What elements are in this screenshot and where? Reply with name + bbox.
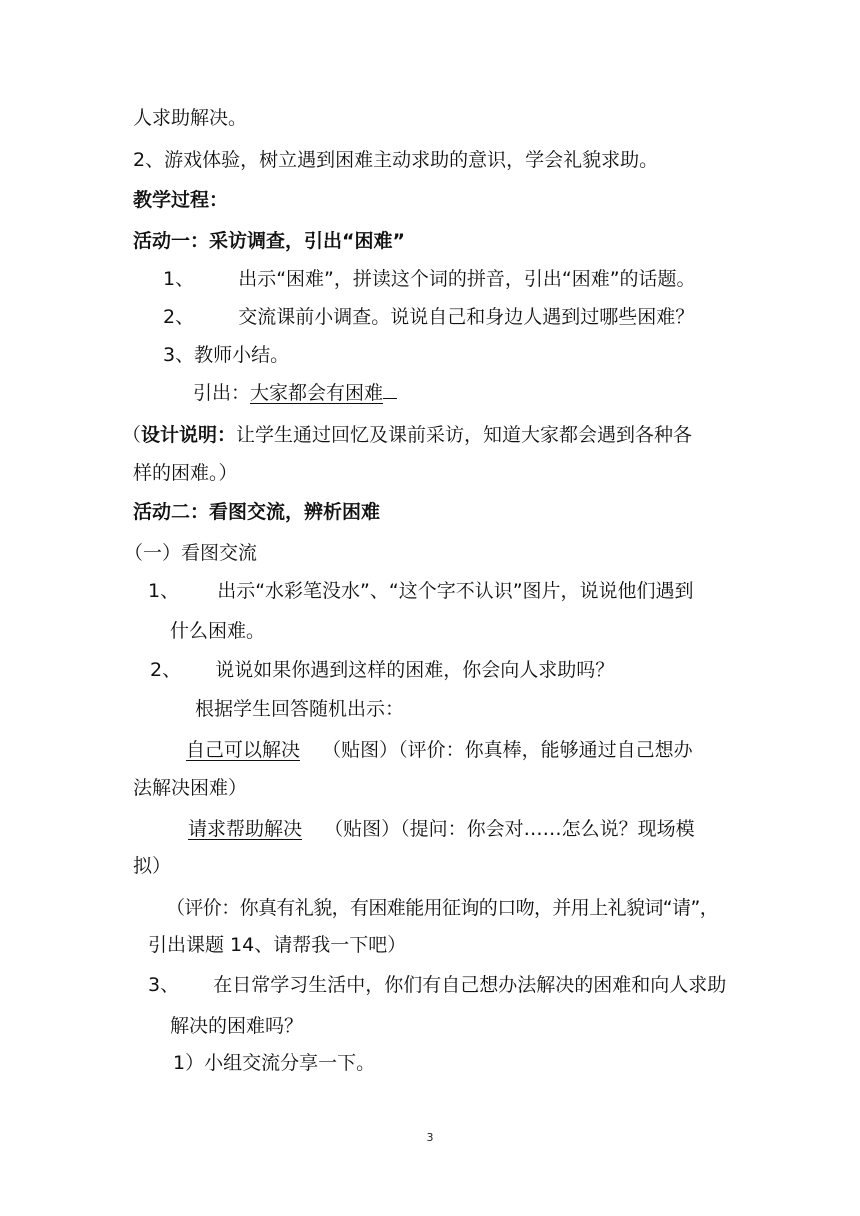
list-text: 交流课前小调查。说说自己和身边人遇到过哪些困难？	[238, 306, 695, 328]
paragraph-text: （贴图）（评价：你真棒，能够通过自己想办	[322, 739, 693, 761]
underlined-text: 大家都会有困难	[250, 382, 384, 404]
subsection-heading	[124, 540, 257, 566]
list-item	[148, 578, 694, 604]
list-number: 1、	[148, 580, 180, 602]
note-label: 设计说明：	[141, 424, 237, 446]
text-line	[166, 895, 718, 921]
activity-heading	[133, 228, 405, 254]
text-line	[133, 147, 658, 173]
text-line	[133, 105, 247, 131]
paren: （	[122, 424, 142, 446]
text-line	[193, 380, 397, 406]
list-text: 3、教师小结。	[163, 344, 290, 366]
text-line	[173, 1050, 375, 1076]
text-line	[186, 737, 693, 763]
paragraph-text: 样的困难。）	[133, 462, 238, 484]
list-text: 出示“困难”，拼读这个词的拼音，引出“困难”的话题。	[238, 268, 696, 290]
text-line	[188, 816, 695, 842]
text-line	[133, 853, 171, 879]
list-number: 2、	[150, 659, 182, 681]
list-item	[150, 657, 614, 683]
text-line	[170, 618, 265, 644]
list-number: 3、	[148, 974, 180, 996]
paragraph-text: （贴图）（提问：你会对……怎么说？现场模	[324, 818, 695, 840]
paragraph-text: 引出：	[193, 382, 251, 404]
text-line	[195, 696, 404, 722]
heading-text: 活动二：看图交流，辨析困难	[133, 501, 381, 523]
underlined-text: 请求帮助解决	[188, 818, 303, 840]
underlined-text: 自己可以解决	[186, 739, 301, 761]
paragraph-text: 人求助解决。	[133, 107, 248, 129]
list-text: 说说如果你遇到这样的困难，你会向人求助吗？	[215, 659, 615, 681]
paragraph-text: 拟）	[133, 855, 172, 877]
paragraph-text: 解决的困难吗？	[170, 1015, 304, 1037]
note-text: 让学生通过回忆及课前采访，知道大家都会遇到各种各	[236, 424, 693, 446]
heading-text: 活动一：采访调查，引出“困难”	[133, 230, 405, 252]
list-item	[163, 304, 694, 330]
text-line	[133, 775, 247, 801]
list-number: 1、	[163, 268, 195, 290]
paragraph-text: 1）小组交流分享一下。	[173, 1052, 376, 1074]
list-item	[148, 972, 726, 998]
list-text: 出示“水彩笔没水”、“这个字不认识”图片，说说他们遇到	[217, 580, 694, 602]
paragraph-text: 引出课题 14、请帮我一下吧）	[148, 934, 407, 956]
activity-heading	[133, 499, 380, 525]
subsection-text: （一）看图交流	[124, 542, 258, 564]
text-line	[133, 460, 238, 486]
text-line	[170, 1013, 303, 1039]
page-number: 3	[426, 1131, 434, 1144]
heading-text: 教学过程：	[133, 189, 229, 211]
paragraph-text: 法解决困难）	[133, 777, 248, 799]
section-heading	[133, 187, 228, 213]
text-line	[148, 932, 406, 958]
list-item	[163, 266, 696, 292]
list-text: 在日常学习生活中，你们有自己想办法解决的困难和向人求助	[213, 974, 727, 996]
list-item	[163, 342, 289, 368]
paragraph-text: （评价：你真有礼貌，有困难能用征询的口吻，并用上礼貌词“请”，	[166, 897, 719, 919]
list-number: 2、	[163, 306, 195, 328]
design-note	[122, 422, 692, 448]
paragraph-text: 什么困难。	[170, 620, 266, 642]
paragraph-text: 根据学生回答随机出示：	[195, 698, 405, 720]
paragraph-text: 2、游戏体验，树立遇到困难主动求助的意识，学会礼貌求助。	[133, 149, 659, 171]
